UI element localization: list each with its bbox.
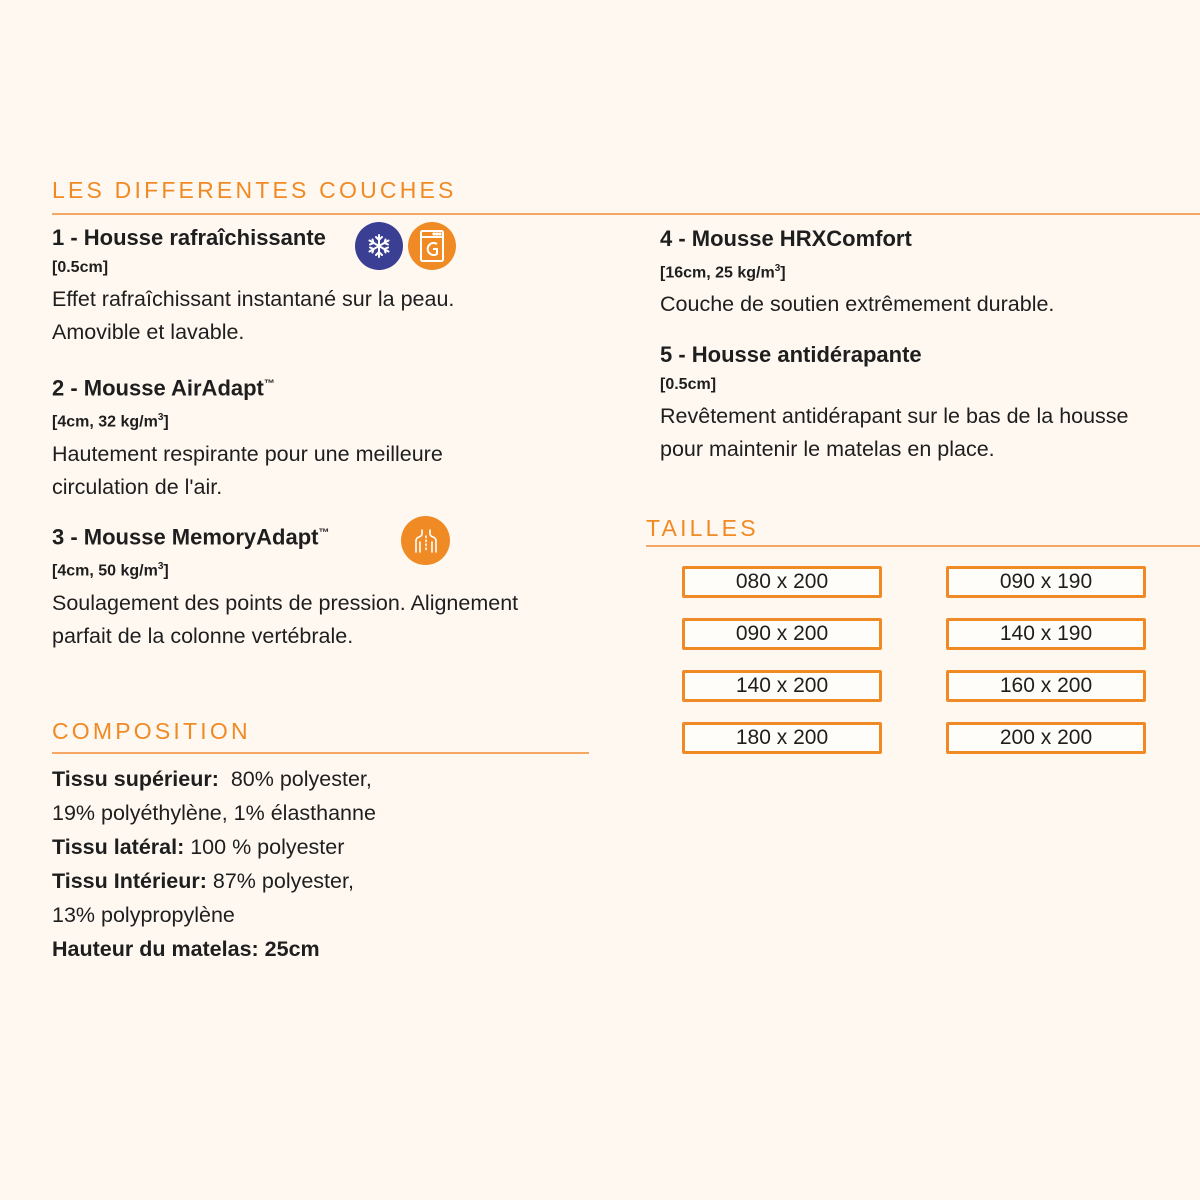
spine-icon xyxy=(401,516,450,565)
layer-3 xyxy=(52,519,612,653)
composition-line: Tissu latéral: 100 % polyester xyxy=(52,835,345,859)
layer-4-description xyxy=(660,288,1200,321)
trademark-symbol: ™ xyxy=(318,527,330,539)
layer-4-spec: [16cm, 25 $kg/m^3$] xyxy=(660,263,786,282)
layer-1-desc-line: Effet rafraîchissant instantané sur la peau. xyxy=(52,287,455,311)
layers-divider xyxy=(52,213,1200,215)
layer-2-desc-line: circulation de l'air. xyxy=(52,474,223,499)
composition-section-title: COMPOSITION xyxy=(52,718,251,744)
washing-machine-icon xyxy=(408,222,456,270)
layer-5-spec: [0.5cm] xyxy=(660,376,717,393)
layer-2 xyxy=(52,370,612,504)
layer-2-spec: [4cm, 32 $kg/m^3$] xyxy=(52,412,169,431)
composition-line: Hauteur du matelas: 25cm xyxy=(52,937,320,961)
snowflake-icon xyxy=(355,222,403,270)
composition-line: 19% polyéthylène, 1% élasthanne xyxy=(52,801,376,825)
layer-5-title: 5 - Housse antidérapante xyxy=(660,342,922,367)
size-option[interactable]: 180 x 200 xyxy=(682,722,882,754)
layer-3-desc-line: parfait de la colonne vertébrale. xyxy=(52,623,354,648)
layer-2-title: 2 - Mousse AirAdapt™ xyxy=(52,375,275,401)
size-option[interactable]: 140 x 200 xyxy=(682,670,882,702)
layer-5 xyxy=(660,341,1200,466)
trademark-symbol: ™ xyxy=(263,378,275,390)
layer-1-description xyxy=(52,283,612,349)
size-option[interactable]: 140 x 190 xyxy=(946,618,1146,650)
layer-5-desc-line: Revêtement antidérapant sur le bas de la housse xyxy=(660,404,1129,428)
layers-section-title: LES DIFFERENTES COUCHES xyxy=(52,177,457,203)
layer-4-desc-line: Couche de soutien extrêmement durable. xyxy=(660,292,1055,317)
size-option[interactable]: 090 x 200 xyxy=(682,618,882,650)
layer-2-description xyxy=(52,438,612,504)
layer-2-desc-line: Hautement respirante pour une meilleure xyxy=(52,441,443,466)
composition-line: 13% polypropylène xyxy=(52,903,235,927)
layer-1-desc-line: Amovible et lavable. xyxy=(52,320,245,344)
layer-1-title: 1 - Housse rafraîchissante xyxy=(52,225,326,250)
layer-4 xyxy=(660,225,1200,321)
layer-3-desc-line: Soulagement des points de pression. Alignement xyxy=(52,590,519,615)
composition-list xyxy=(52,762,592,966)
size-option[interactable]: 090 x 190 xyxy=(946,566,1146,598)
layer-1 xyxy=(52,224,612,349)
size-option[interactable]: 080 x 200 xyxy=(682,566,882,598)
size-option[interactable]: 200 x 200 xyxy=(946,722,1146,754)
layer-3-title: 3 - Mousse MemoryAdapt™ xyxy=(52,524,330,550)
layer-3-spec: [4cm, 50 $kg/m^3$] xyxy=(52,561,169,580)
composition-divider xyxy=(52,752,589,754)
sizes-section-title: TAILLES xyxy=(646,515,759,541)
layer-5-description xyxy=(660,400,1200,466)
layer-1-spec: [0.5cm] xyxy=(52,259,109,276)
layer-3-description xyxy=(52,587,612,653)
sizes-divider xyxy=(646,545,1200,547)
composition-line: Tissu Intérieur: 87% polyester, xyxy=(52,869,354,893)
size-option[interactable]: 160 x 200 xyxy=(946,670,1146,702)
layer-4-title: 4 - Mousse HRXComfort xyxy=(660,226,912,251)
composition-line: Tissu supérieur: 80% polyester, xyxy=(52,767,372,791)
layer-5-desc-line: pour maintenir le matelas en place. xyxy=(660,437,995,461)
